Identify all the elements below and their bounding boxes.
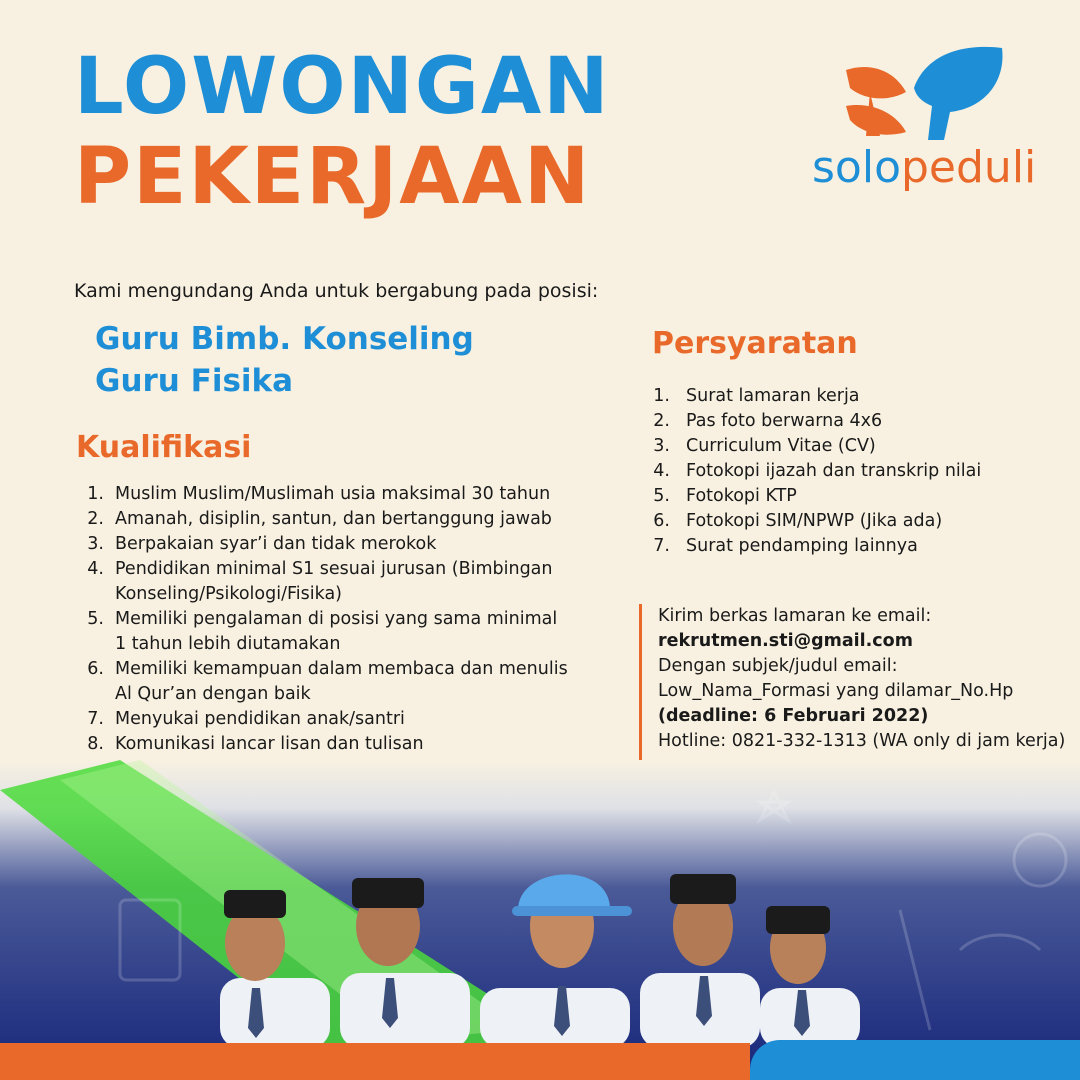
list-item: 1. Surat lamaran kerja (653, 386, 860, 406)
list-item: 4. Pendidikan minimal S1 sesuai jurusan (Bimbingan Konseling/Psikologi/Fisika) (87, 559, 553, 604)
title-line-1: LOWONGAN (74, 42, 611, 132)
list-item: 7. Menyukai pendidikan anak/santri (87, 709, 405, 729)
list-item: 5. Fotokopi KTP (653, 486, 797, 506)
list-item: 6. Fotokopi SIM/NPWP (Jika ada) (653, 511, 943, 531)
position-item: Guru Bimb. Konseling (95, 321, 474, 357)
intro-text: Kami mengundang Anda untuk bergabung pada posisi: (74, 280, 599, 302)
list-item: 1. Muslim Muslim/Muslimah usia maksimal 30 tahun (87, 484, 551, 504)
students-illustration-icon (200, 848, 860, 1048)
list-item: 8. Komunikasi lancar lisan dan tulisan (87, 734, 424, 754)
position-item: Guru Fisika (95, 363, 294, 399)
list-item: 2. Pas foto berwarna 4x6 (653, 411, 883, 431)
list-item: 3. Curriculum Vitae (CV) (653, 436, 876, 456)
footer-blue-bar (750, 1040, 1080, 1080)
footer-orange-bar (0, 1043, 750, 1080)
contact-deadline: (deadline: 6 Februari 2022) (658, 706, 929, 726)
title-line-2: PEKERJAAN (74, 132, 592, 222)
list-item: 3. Berpakaian syar’i dan tidak merokok (87, 534, 437, 554)
contact-hotline: Hotline: 0821-332-1313 (WA only di jam kerja) (658, 731, 1066, 751)
list-item: 6. Memiliki kemampuan dalam membaca dan menulis Al Qur’an dengan baik (87, 659, 568, 704)
logo-part-peduli: peduli (901, 142, 1037, 193)
list-item: 5. Memiliki pengalaman di posisi yang sama minimal 1 tahun lebih diutamakan (87, 609, 558, 654)
persyaratan-heading: Persyaratan (652, 326, 858, 361)
list-item: 2. Amanah, disiplin, santun, dan bertanggung jawab (87, 509, 552, 529)
contact-email[interactable]: rekrutmen.sti@gmail.com (658, 631, 913, 651)
persyaratan-list (640, 384, 1060, 559)
contact-box (639, 604, 1065, 760)
contact-subject-label: Dengan subjek/judul email: (658, 656, 898, 676)
positions-list (95, 318, 474, 402)
list-item: 4. Fotokopi ijazah dan transkrip nilai (653, 461, 982, 481)
list-item: 7. Surat pendamping lainnya (653, 536, 918, 556)
kualifikasi-heading: Kualifikasi (76, 430, 252, 465)
logo-wordmark (812, 142, 1036, 193)
logo-part-solo: solo (812, 142, 901, 193)
contact-instruction: Kirim berkas lamaran ke email: (658, 606, 932, 626)
contact-subject-format: Low_Nama_Formasi yang dilamar_No.Hp (658, 681, 1014, 701)
